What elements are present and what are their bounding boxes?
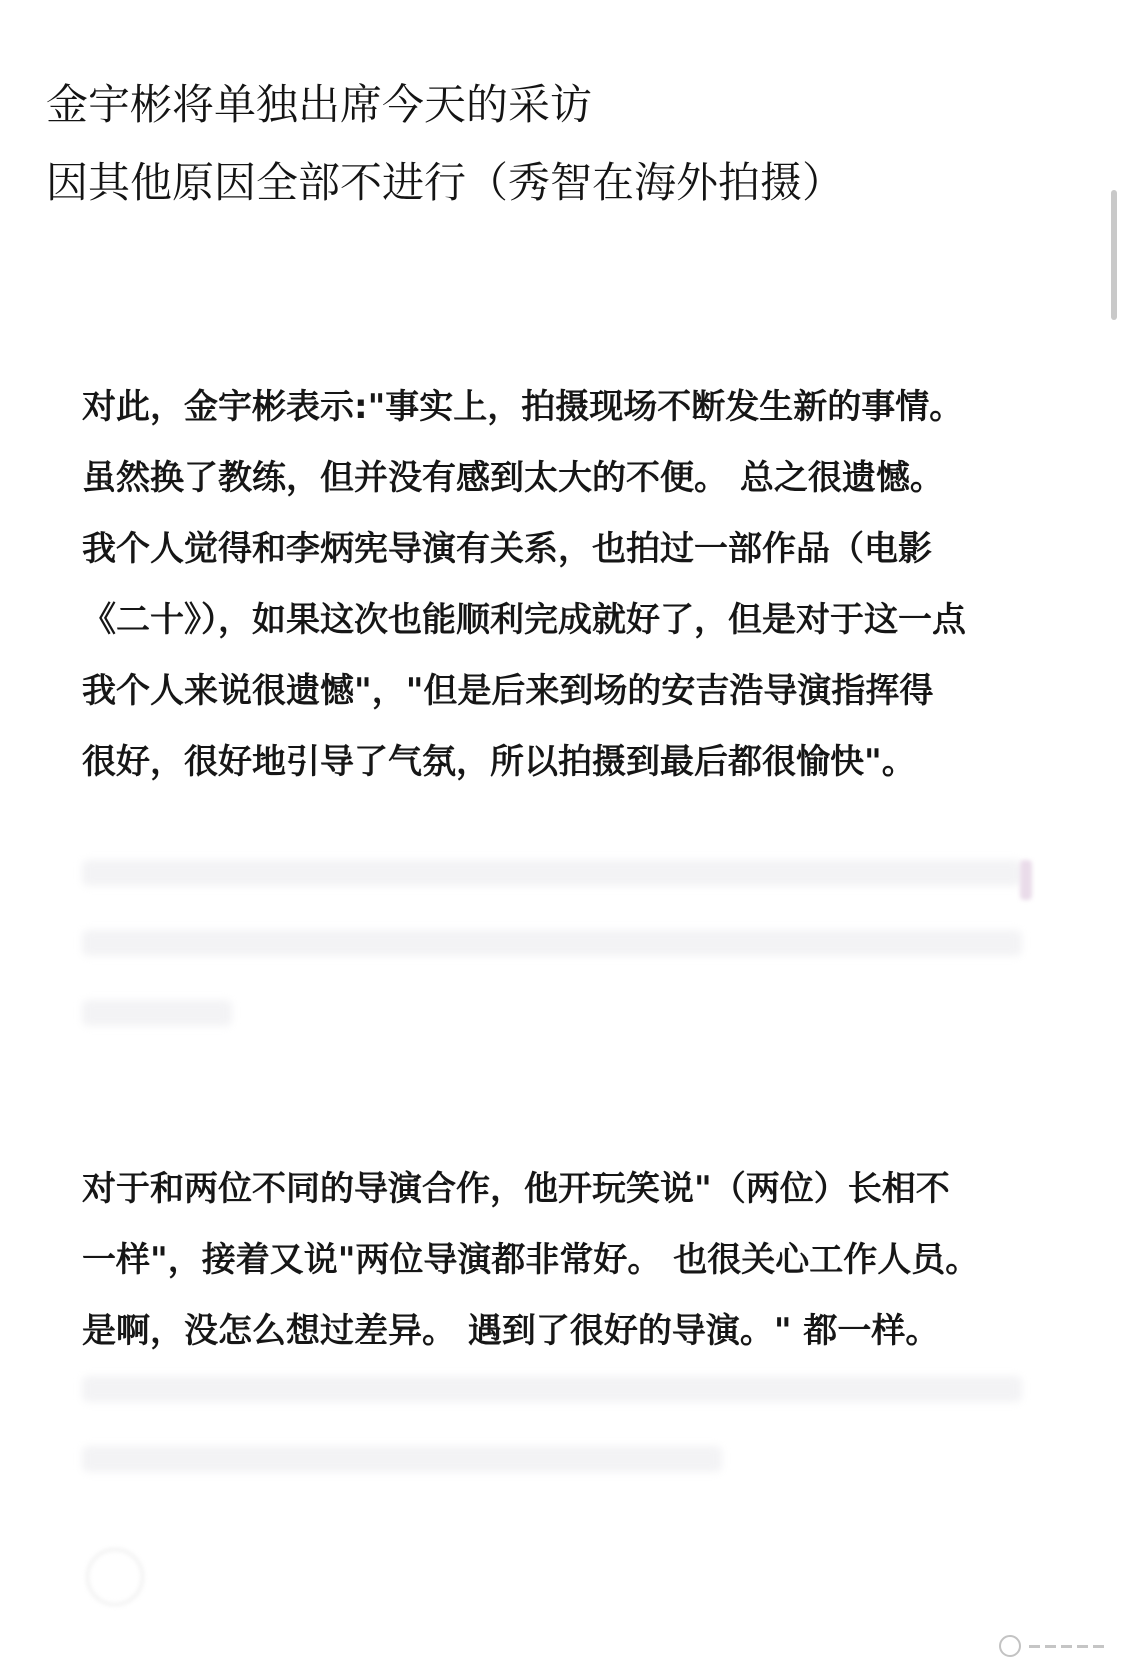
paragraph-line: 我个人觉得和李炳宪导演有关系，也拍过一部作品（电影 [82,529,932,569]
paragraph-line: 虽然换了教练，但并没有感到太大的不便。 总之很遗憾。 [82,458,944,498]
blurred-line [82,930,1022,956]
watermark-mark [1093,1645,1104,1648]
header-line-1: 金宇彬将单独出席今天的采访 [46,80,593,129]
blurred-line [82,860,1022,886]
weibo-watermark-icon [999,1635,1107,1657]
header-line-2: 因其他原因全部不进行（秀智在海外拍摄） [46,158,845,207]
blurred-text-block [82,1376,1032,1516]
watermark-mark [1077,1645,1088,1648]
paragraph-line: 我个人来说很遗憾"，"但是后来到场的安吉浩导演指挥得 [82,671,934,711]
paragraph-line: 对此，金宇彬表示:"事实上，拍摄现场不断发生新的事情。 [82,387,964,427]
blurred-mark [1020,860,1032,900]
paragraph-line: 对于和两位不同的导演合作，他开玩笑说"（两位）长相不 [82,1169,950,1209]
paragraph-line: 一样"，接着又说"两位导演都非常好。 也很关心工作人员。 [82,1240,980,1280]
blurred-line [82,1446,722,1472]
blurred-icon [86,1548,144,1606]
post-header [46,66,1046,222]
article-paragraph-2 [82,1154,1062,1367]
watermark-mark [1029,1645,1040,1648]
paragraph-line: 《二十》），如果这次也能顺利完成就好了，但是对于这一点 [82,600,966,640]
watermark-mark [1045,1645,1056,1648]
blurred-text-block [82,860,1032,1070]
article-paragraph-1 [82,372,1062,798]
paragraph-line: 很好，很好地引导了气氛，所以拍摄到最后都很愉快"。 [82,742,916,782]
blurred-line [82,1000,232,1026]
watermark-logo-icon [999,1635,1021,1657]
paragraph-line: 是啊，没怎么想过差异。 遇到了很好的导演。" 都一样。 [82,1311,940,1351]
blurred-line [82,1376,1022,1402]
watermark-mark [1061,1645,1072,1648]
scrollbar-thumb[interactable] [1111,190,1117,320]
